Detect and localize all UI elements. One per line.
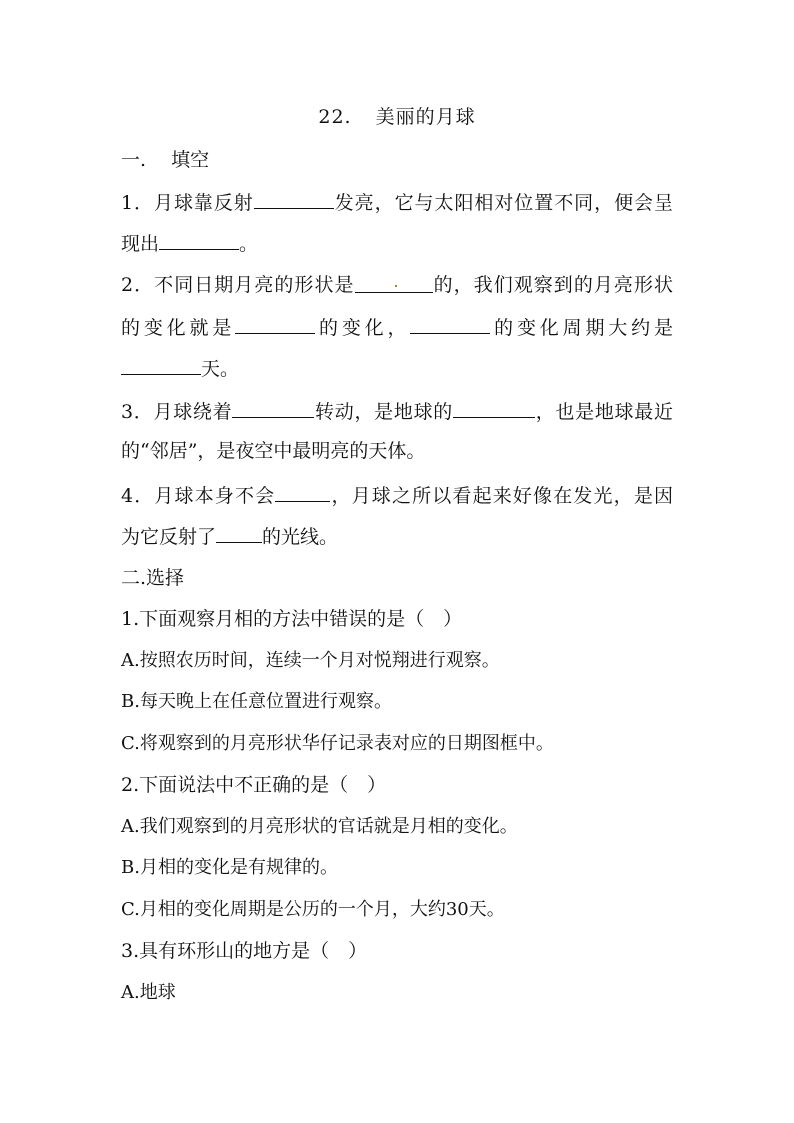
fill-q3-line2: 的“邻居”，是夜空中最明亮的天体。 (121, 440, 426, 462)
choice-q3-stem: 3.具有环形山的地方是（ ） (121, 940, 368, 962)
q3-blank-1[interactable] (232, 397, 314, 418)
choice-q1-option-b[interactable]: B.每天晚上在任意位置进行观察。 (121, 691, 392, 712)
fill-q2-line3 (121, 354, 239, 382)
q1-blank-2[interactable] (159, 229, 239, 250)
page-title (0, 104, 794, 130)
q2-blank-2[interactable] (235, 313, 315, 334)
choice-q1-option-c[interactable]: C.将观察到的月亮形状华仔记录表对应的日期图框中。 (121, 733, 554, 754)
fill-q4-line1 (121, 481, 673, 509)
section2-heading: 二.选择 (121, 567, 185, 589)
q3-text-a: 3．月球绕着 (121, 401, 233, 423)
q2-blank-3[interactable] (410, 313, 490, 334)
fill-q4-line2 (121, 522, 338, 550)
section1-heading: 一. 填空 (121, 149, 210, 171)
q4-text-c: 为它反射了 (121, 526, 217, 548)
choice-q1-option-a[interactable]: A.按照农历时间，连续一个月对悦翔进行观察。 (121, 650, 500, 671)
q2-text-a: 2．不同日期月亮的形状是 (121, 274, 355, 296)
title-text: 美丽的月球 (375, 106, 476, 128)
q3-text-b: 转动，是地球的 (314, 401, 454, 423)
choice-q2-option-a[interactable]: A.我们观察到的月亮形状的官话就是月相的变化。 (121, 816, 518, 837)
title-number: 22. (318, 106, 352, 128)
choice-q2-stem: 2.下面说法中不正确的是（ ） (121, 774, 387, 796)
q1-text-c: 现出 (121, 233, 160, 255)
choice-q1-stem: 1.下面观察月相的方法中错误的是（ ） (121, 608, 463, 630)
choice-q2-option-c[interactable]: C.月相的变化周期是公历的一个月，大约30天。 (121, 899, 505, 920)
fill-q2-line1 (121, 272, 673, 298)
q2-blank-1[interactable] (355, 272, 433, 293)
choice-q3-option-a[interactable]: A.地球 (121, 982, 176, 1003)
q1-text-d: 。 (239, 233, 259, 255)
q4-blank-2[interactable] (216, 522, 262, 543)
stray-mark (395, 285, 397, 287)
q4-text-a: 4．月球本身不会 (121, 485, 276, 507)
q2-blank-4[interactable] (121, 354, 201, 375)
q1-blank-1[interactable] (254, 188, 334, 209)
fill-q3-line1 (121, 397, 673, 425)
choice-q2-option-b[interactable]: B.月相的变化是有规律的。 (121, 857, 338, 878)
q2-text-c: 的变化就是 (121, 317, 236, 339)
q2-text-d: 的变化， (315, 317, 411, 339)
fill-q2-line2 (121, 313, 673, 341)
q1-text-a: 1．月球靠反射 (121, 192, 254, 214)
q3-blank-2[interactable] (453, 397, 535, 418)
fill-q1-line2 (121, 229, 258, 257)
q4-blank-1[interactable] (275, 481, 330, 502)
q2-text-f: 天。 (201, 358, 240, 380)
q4-text-b: ，月球之所以看起来好像在发光，是因 (330, 485, 673, 507)
q1-text-b: 发亮，它与太阳相对位置不同，便会呈 (333, 192, 673, 214)
q3-text-c: ，也是地球最近 (535, 401, 673, 423)
q2-text-e: 的变化周期大约是 (490, 317, 673, 339)
q2-text-b: 的，我们观察到的月亮形状 (432, 274, 673, 296)
fill-q1-line1 (121, 188, 673, 216)
q4-text-d: 的光线。 (262, 526, 339, 548)
